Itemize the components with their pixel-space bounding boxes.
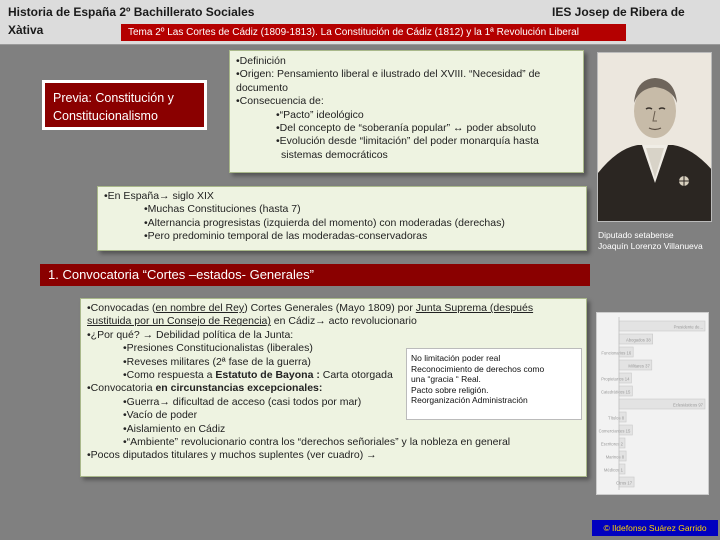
definition-line: •Definición	[236, 55, 286, 67]
convocatoria-line: •“Ambiente” revolucionario contra los “derechos señoriales” y la nobleza en general	[123, 436, 511, 449]
town-label: Xàtiva	[8, 23, 44, 37]
note-line: Pacto sobre religión.	[411, 384, 489, 395]
note-line: Reorganización Administración	[411, 395, 528, 405]
thumbnail-label: Marinos 8	[605, 454, 625, 460]
thumbnail-label: Abogados 38	[626, 337, 651, 343]
spain-line: •En España→ siglo XIX	[104, 190, 214, 202]
convocatoria-line: •Pocos diputados titulares y muchos suplentes (ver cuadro) →	[87, 449, 377, 462]
note-box	[406, 348, 582, 420]
spain-line: •Pero predominio temporal de las moderadas-conservadoras	[144, 230, 428, 243]
deputies-table-thumbnail	[596, 312, 709, 495]
convocatoria-line: •Reveses militares (2ª fase de la guerra)	[123, 355, 311, 368]
caption-line-1: Diputado setabense	[598, 230, 674, 240]
note-line: una “gracia “ Real.	[411, 374, 481, 384]
convocatoria-line: •Convocatoria en circunstancias excepcionales:	[87, 382, 323, 395]
convocatoria-line: •Aislamiento en Cádiz	[123, 422, 226, 435]
previa-line-1: Previa: Constitución y	[53, 91, 174, 105]
thumbnail-label: Médicos 1	[603, 467, 623, 473]
convocatoria-line: •Vacío de poder	[123, 409, 198, 422]
note-line: No limitación poder real	[411, 353, 501, 363]
spain-line: •Muchas Constituciones (hasta 7)	[144, 203, 301, 216]
thumbnail-label: Eclesiásticos 97	[672, 402, 703, 408]
definition-line: •Consecuencia de:	[236, 95, 324, 108]
convocatoria-line: •Convocadas (en nombre del Rey) Cortes Generales (Mayo 1809) por Junta Suprema (después	[87, 302, 534, 314]
definition-line: •Del concepto de “soberanía popular” ↔ poder absoluto	[276, 122, 536, 135]
note-line: Reconocimiento de derechos como	[411, 363, 545, 374]
thumbnail-label: Comerciantes 15	[598, 428, 631, 434]
section-heading: 1. Convocatoria “Cortes –estados- Generales”	[40, 264, 590, 286]
previa-box	[42, 80, 207, 130]
thumbnail-label: Otros 17	[616, 480, 633, 486]
portrait-illustration	[598, 53, 712, 222]
definition-line: •Evolución desde “limitación” del poder monarquía hasta	[276, 135, 539, 148]
school-label: IES Josep de Ribera de	[552, 5, 685, 19]
spain-box	[97, 186, 587, 251]
thumbnail-label: Títulos 8	[608, 415, 625, 421]
thumbnail-label: Propietarios 14	[601, 376, 630, 382]
convocatoria-line: •Guerra→ dificultad de acceso (casi todos por mar)	[123, 395, 362, 408]
slide-header	[0, 0, 720, 45]
convocatoria-line: sustituida por un Consejo de Regencia) en Cádiz→ acto revolucionario	[87, 315, 417, 328]
topic-banner: Tema 2º Las Cortes de Cádiz (1809-1813). La Constitución de Cádiz (1812) y la 1ª Revolución Liberal	[121, 24, 626, 41]
course-title: Historia de España 2º Bachillerato Sociales	[8, 5, 255, 19]
definition-line: •Origen: Pensamiento liberal e ilustrado del XVIII. “Necesidad” de	[236, 68, 541, 81]
convocatoria-line: •Como respuesta a Estatuto de Bayona : Carta otorgada	[123, 369, 393, 382]
definition-line: •“Pacto” ideológico	[276, 108, 364, 121]
thumbnail-label: Presidente de...	[673, 324, 703, 330]
copyright-label: © Ildefonso Suárez Garrido	[592, 520, 718, 536]
thumbnail-label: Funcionarios 16	[601, 350, 632, 356]
caption-line-2: Joaquín Lorenzo Villanueva	[598, 241, 703, 251]
definition-line: documento	[236, 81, 288, 94]
convocatoria-line: •¿Por qué? → Debilidad política de la Junta:	[87, 328, 294, 341]
spain-line: •Alternancia progresistas (izquierda del momento) con moderadas (derechas)	[144, 216, 505, 229]
portrait-image	[597, 52, 712, 222]
thumbnail-label: Escritores 2	[600, 441, 623, 447]
definition-box	[229, 50, 584, 173]
thumbnail-label: Catedráticos 15	[600, 389, 631, 395]
definition-line: sistemas democráticos	[281, 148, 388, 161]
portrait-caption	[598, 230, 718, 252]
thumbnail-chart	[597, 313, 709, 495]
previa-line-2: Constitucionalismo	[53, 109, 158, 123]
thumbnail-label: Militares 37	[628, 363, 650, 369]
convocatoria-line: •Presiones Constitucionalistas (liberales)	[123, 342, 313, 355]
